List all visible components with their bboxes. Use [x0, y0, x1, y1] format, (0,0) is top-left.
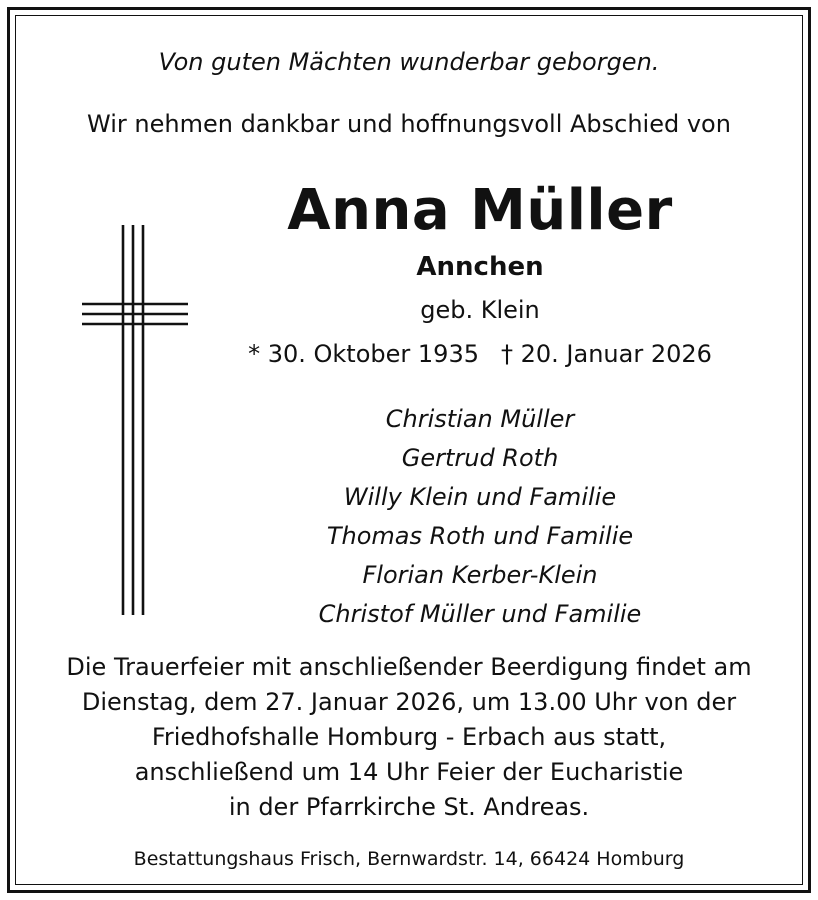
service-line: Friedhofshalle Homburg - Erbach aus statt,: [151, 723, 667, 751]
deceased-name: Anna Müller: [287, 178, 673, 243]
mourners-list: [170, 400, 790, 634]
service-line: Die Trauerfeier mit anschließender Beerdigung findet am: [66, 653, 752, 681]
death-date: † 20. Januar 2026: [500, 340, 712, 368]
mourner: Florian Kerber-Klein: [362, 561, 598, 589]
birth-date: * 30. Oktober 1935: [248, 340, 479, 368]
life-dates: [170, 340, 790, 368]
mourner: Willy Klein und Familie: [343, 483, 617, 511]
service-line: Dienstag, dem 27. Januar 2026, um 13.00 Uhr von der: [81, 688, 737, 716]
mourner: Gertrud Roth: [401, 444, 559, 472]
funeral-home-footer: Bestattungshaus Frisch, Bernwardstr. 14, 66424 Homburg: [133, 848, 685, 870]
service-line: anschließend um 14 Uhr Feier der Eucharistie: [134, 758, 684, 786]
mourner: Christof Müller und Familie: [318, 600, 642, 628]
mourner: Christian Müller: [385, 405, 575, 433]
motto: Von guten Mächten wunderbar geborgen.: [158, 48, 660, 76]
mourner: Thomas Roth und Familie: [326, 522, 634, 550]
intro-line: Wir nehmen dankbar und hoffnungsvoll Abschied von: [87, 110, 731, 138]
deceased-nickname: Annchen: [416, 252, 544, 282]
service-line: in der Pfarrkirche St. Andreas.: [228, 793, 590, 821]
service-announcement: [0, 650, 818, 825]
maiden-name: geb. Klein: [420, 296, 540, 324]
